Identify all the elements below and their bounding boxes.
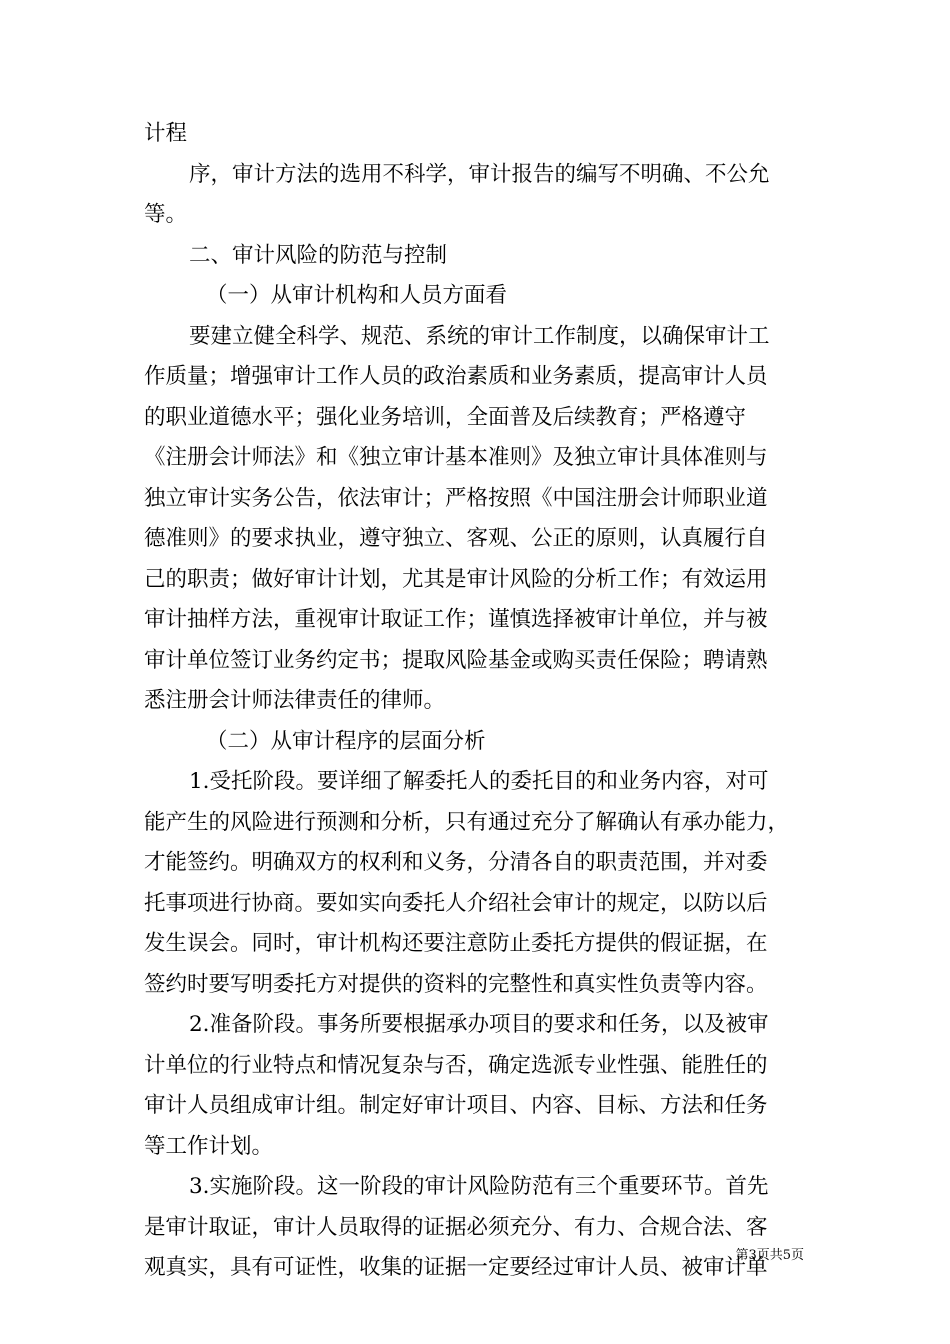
text-line: 能产生的风险进行预测和分析，只有通过充分了解确认有承办能力，	[144, 809, 790, 835]
section-heading: 二、审计风险的防范与控制	[189, 242, 448, 268]
text-line: 等工作计划。	[144, 1133, 274, 1159]
text-line: 3.实施阶段。这一阶段的审计风险防范有三个重要环节。首先	[189, 1174, 769, 1199]
page-number: 第3页共5页	[735, 1248, 804, 1263]
text-line: 要建立健全科学、规范、系统的审计工作制度，以确保审计工	[189, 323, 770, 349]
text-line: 己的职责；做好审计计划，尤其是审计风险的分析工作；有效运用	[144, 566, 768, 592]
text-line: 计单位的行业特点和情况复杂与否，确定选派专业性强、能胜任的	[144, 1052, 768, 1078]
text-line: 的职业道德水平；强化业务培训，全面普及后续教育；严格遵守	[144, 404, 747, 430]
text-line: 2.准备阶段。事务所要根据承办项目的要求和任务，以及被审	[189, 1012, 769, 1037]
text-line: 德准则》的要求执业，遵守独立、客观、公正的原则，认真履行自	[144, 526, 768, 551]
page-footer	[0, 1247, 950, 1265]
subsection-heading: （二）从审计程序的层面分析	[206, 728, 486, 754]
text-line: 签约时要写明委托方对提供的资料的完整性和真实性负责等内容。	[144, 971, 768, 997]
text-line: 等。	[144, 202, 188, 227]
text-line: 审计抽样方法，重视审计取证工作；谨慎选择被审计单位，并与被	[144, 607, 768, 632]
text-line: 审计单位签订业务约定书；提取风险基金或购买责任保险；聘请熟	[144, 647, 768, 673]
text-line: 1.受托阶段。要详细了解委托人的委托目的和业务内容，对可	[189, 769, 769, 794]
text-line: 观真实，具有可证性，收集的证据一定要经过审计人员、被审计单	[144, 1255, 768, 1280]
text-line: 计程	[144, 121, 188, 146]
text-line: 是审计取证，审计人员取得的证据必须充分、有力、合规合法、客	[144, 1214, 768, 1240]
text-line: 才能签约。明确双方的权利和义务，分清各自的职责范围，并对委	[144, 850, 768, 875]
text-line: 《注册会计师法》和《独立审计基本准则》及独立审计具体准则与	[144, 445, 768, 470]
text-line: 发生误会。同时，审计机构还要注意防止委托方提供的假证据，在	[144, 931, 768, 956]
text-line: 作质量；增强审计工作人员的政治素质和业务素质，提高审计人员	[144, 364, 768, 389]
text-line: 独立审计实务公告，依法审计；严格按照《中国注册会计师职业道	[144, 485, 768, 511]
text-line: 托事项进行协商。要如实向委托人介绍社会审计的规定，以防以后	[144, 890, 768, 916]
document-body	[144, 114, 808, 1289]
text-line: 审计人员组成审计组。制定好审计项目、内容、目标、方法和任务	[144, 1093, 768, 1118]
text-line: 序，审计方法的选用不科学，审计报告的编写不明确、不公允	[189, 161, 770, 187]
subsection-heading: （一）从审计机构和人员方面看	[206, 283, 508, 308]
text-line: 悉注册会计师法律责任的律师。	[144, 688, 446, 713]
